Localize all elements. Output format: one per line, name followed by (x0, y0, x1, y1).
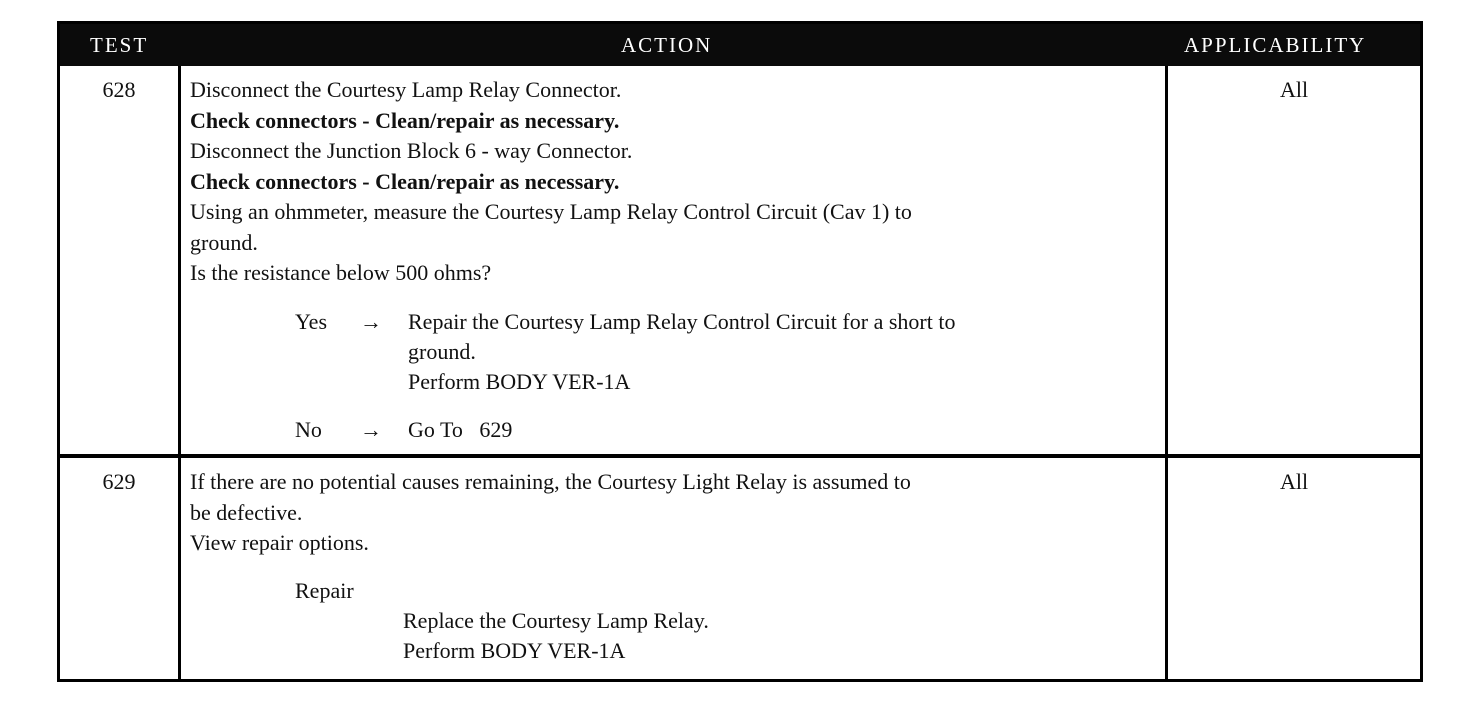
action-line: If there are no potential causes remaining, the Courtesy Light Relay is assumed to (190, 469, 911, 494)
column-divider-test (178, 66, 181, 679)
repair-action-text: Perform BODY VER-1A (403, 638, 626, 663)
row-629-applicability: All (1279, 469, 1309, 494)
action-line-emphasis: Check connectors - Clean/repair as necessary. (190, 168, 620, 194)
yes-action-text: ground. (408, 339, 476, 364)
repair-action-text: Replace the Courtesy Lamp Relay. (403, 608, 709, 633)
row-628-action (190, 75, 1165, 289)
column-divider-action (1165, 66, 1168, 679)
action-line: Using an ohmmeter, measure the Courtesy Lamp Relay Control Circuit (Cav 1) to (190, 199, 912, 224)
row-divider (60, 454, 1420, 458)
no-action-goto: Go To 629 (408, 417, 513, 442)
yes-arrow-icon: → (360, 309, 382, 334)
no-arrow-icon: → (360, 417, 382, 442)
header-test: TEST (90, 33, 149, 57)
action-line: Disconnect the Courtesy Lamp Relay Connector. (190, 77, 622, 102)
row-628-applicability: All (1279, 77, 1309, 102)
header-action: ACTION (621, 33, 713, 57)
yes-action-text: Repair the Courtesy Lamp Relay Control Circuit for a short to (408, 309, 956, 334)
action-line: Disconnect the Junction Block 6 - way Connector. (190, 138, 633, 163)
action-line-emphasis: Check connectors - Clean/repair as necessary. (190, 107, 620, 133)
row-629-action (190, 467, 1165, 559)
table-header (60, 24, 1420, 66)
no-label: No (295, 417, 322, 442)
yes-action-text: Perform BODY VER-1A (408, 369, 631, 394)
action-line: be defective. (190, 499, 303, 525)
header-applicability: APPLICABILITY (1184, 33, 1367, 57)
yes-label: Yes (295, 309, 328, 334)
row-628-test-number: 628 (102, 77, 136, 102)
repair-label: Repair (295, 578, 354, 603)
diagnostic-table (57, 21, 1423, 682)
action-line: ground. (190, 229, 258, 255)
row-629-test-number: 629 (102, 469, 136, 494)
action-line: Is the resistance below 500 ohms? (190, 260, 492, 285)
action-line: View repair options. (190, 530, 369, 555)
